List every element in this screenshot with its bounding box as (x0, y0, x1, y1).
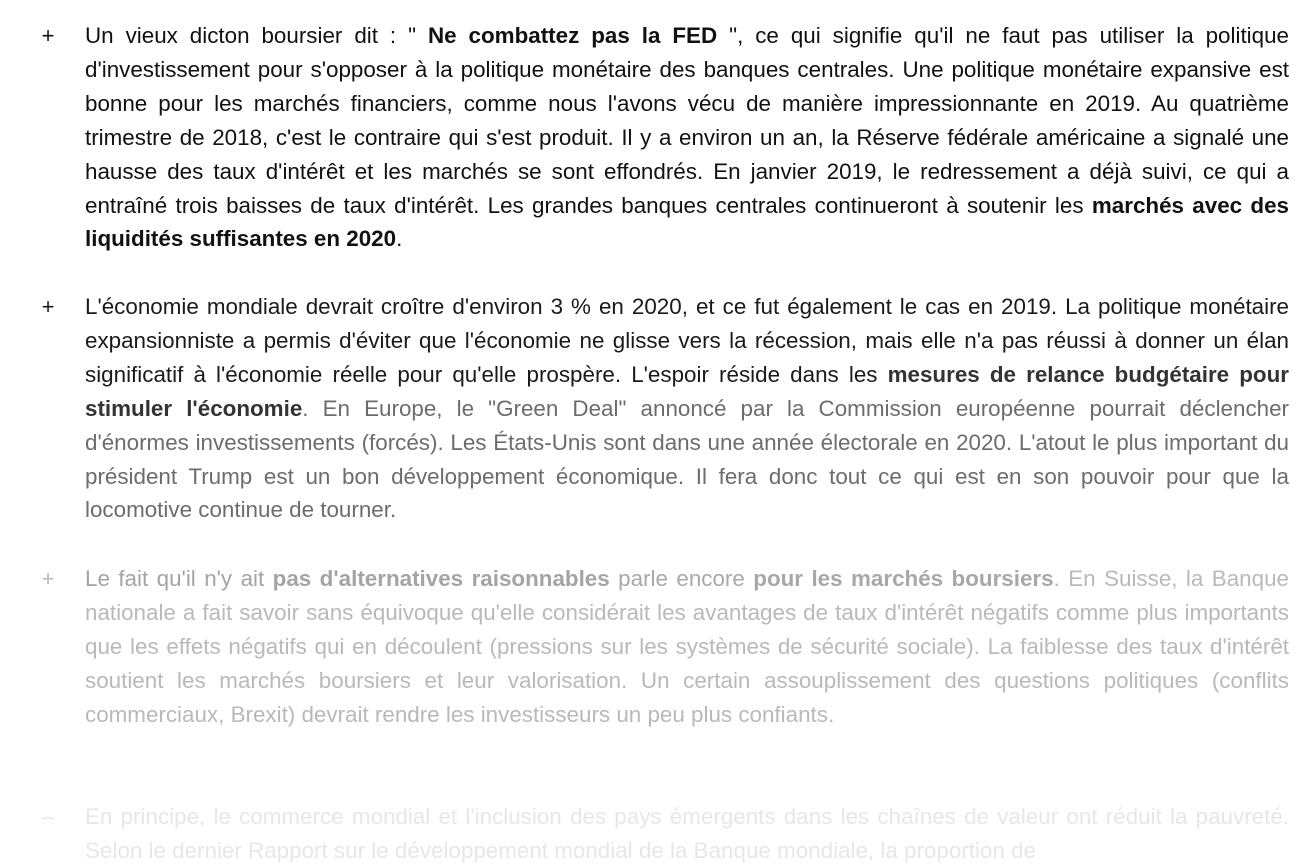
paragraph-text (85, 19, 1289, 256)
paragraph-text (85, 290, 1289, 527)
text-run: Le fait qu'il n'y ait (85, 566, 273, 591)
text-run: ", ce qui signifie qu'il ne faut pas utiliser la politique d'investissement pour s'opposer à la politique monétaire des banques centrales. Une politique monétaire expansive est bonne pour les marchés financiers, comme nous l'avons vécu de manière impressionnante en 2019. Au quatrième trimestre de 2018, c'est le contraire qui s'est produit. Il y a environ un an, la Réserve fédérale américaine a signalé une hausse des taux d'intérêt et les marchés se sont effondrés. En janvier 2019, le redressement a déjà suivi, ce qui a entraîné trois baisses de taux d'intérêt. Les grandes banques centrales continueront à soutenir les (85, 23, 1289, 218)
plus-bullet-icon: + (41, 23, 55, 48)
bold-phrase: Ne combattez pas la FED (427, 23, 718, 48)
bold-phrase: mesures de relance budgétaire pour stimuler l'économie (85, 361, 1289, 421)
plus-bullet-icon: + (41, 294, 55, 319)
text-run: . (396, 226, 403, 252)
text-run: . En Europe, le "Green Deal" annoncé par la Commission européenne pourrait déclencher d'énormes investissements (forcés). Les États-Unis sont dans une année électorale en 2020. L'atout le plus important du président Trump est un bon développement économique. Il fera donc tout ce qui est en son pouvoir pour que la locomotive continue de tourner. (85, 395, 1290, 523)
paragraph-text (85, 562, 1289, 732)
plus-bullet-icon: + (41, 566, 55, 591)
text-run: Un vieux dicton boursier dit : " (85, 23, 428, 48)
bold-phrase: pour les marchés boursiers (753, 566, 1054, 591)
paragraph-text (85, 800, 1289, 868)
bold-phrase: marchés avec des liquidités suffisantes en 2020 (85, 192, 1289, 252)
text-run: . En Suisse, la Banque nationale a fait savoir sans équivoque qu'elle considérait les avantages de taux d'intérêt négatifs comme plus importants que les effets négatifs qui en découlent (pressions sur les systèmes de sécurité sociale). La faiblesse des taux d'intérêt soutient les marchés boursiers et leur valorisation. Un certain assouplissement des questions politiques (conflits commerciaux, Brexit) devrait rendre les investisseurs un peu plus confiants. (85, 566, 1289, 727)
text-run: En principe, le commerce mondial et l'inclusion des pays émergents dans les chaînes de valeur ont réduit la pauvreté. Selon le dernier Rapport sur le développement mondial de la Banque mondiale, la proportion de (85, 804, 1289, 863)
minus-bullet-icon: – (41, 804, 55, 829)
bold-phrase: pas d'alternatives raisonnables (272, 566, 610, 591)
text-run: L'économie mondiale devrait croître d'environ 3 % en 2020, et ce fut également le cas en 2019. La politique monétaire expansionniste a permis d'éviter que l'économie ne glisse vers la récession, mais elle n'a pas réussi à donner un élan significatif à l'économie réelle pour qu'elle prospère. L'espoir réside dans les (85, 294, 1289, 387)
text-run: parle encore (609, 566, 754, 591)
